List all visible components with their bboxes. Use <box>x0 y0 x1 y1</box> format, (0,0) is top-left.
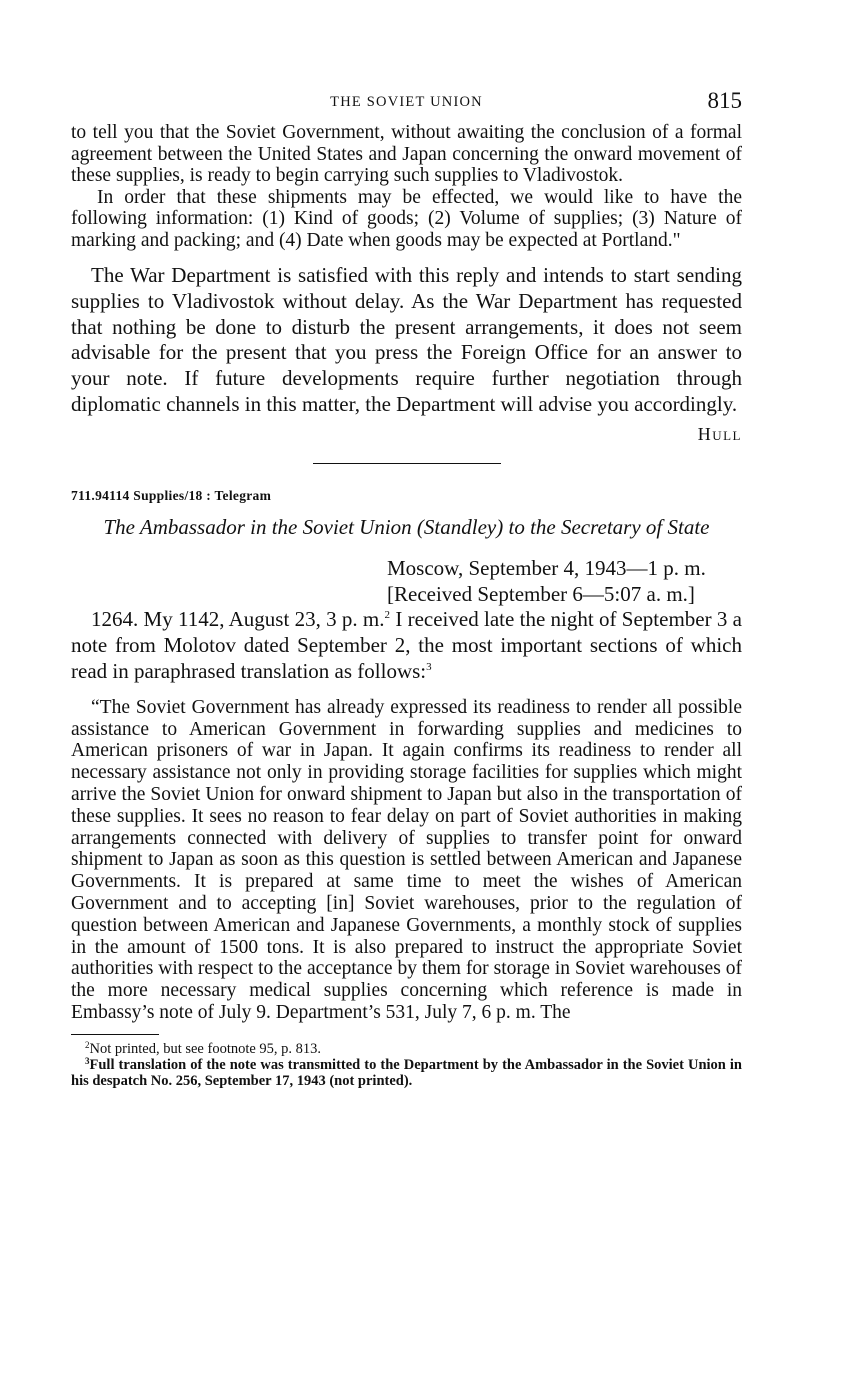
molotov-note-quote <box>71 697 742 1024</box>
document-page <box>71 86 742 1089</box>
quote-paragraph: “The Soviet Government has already expressed its readiness to render all possible assistance to American Government in forwarding supplies and medicines to American prisoners of war in Japan. It again confirms its readiness to render all necessary assistance not only in providing storage facilities for supplies which might arrive the Soviet Union for onward shipment to Japan but also in the transportation of these supplies. It sees no reason to fear delay on part of Soviet authorities in making arrangements connected with delivery of supplies to transfer point for onward shipment to Japan as soon as this question is settled between American and Japanese Governments. It is prepared at same time to meet the wishes of American Government and to accepting [in] Soviet warehouses, prior to the regulation of question between American and Japanese Governments, a monthly stock of supplies in the amount of 1500 tons. It is also prepared to instruct the appropriate Soviet authorities with respect to the acceptance by them for storage in Soviet warehouses of the more necessary medical supplies concerning which reference is made in Embassy’s note of July 9. Department’s 531, July 7, 6 p. m. The <box>71 696 742 1023</box>
body-paragraph: The War Department is satisfied with this reply and intends to start sending supplies to Vladivostok without delay. As the War Department has requested that nothing be done to disturb the present arrangements, it does not seem advisable for the present that you press the Foreign Office for an answer to your note. If future developments require further negotiation through diplomatic channels in this matter, the Department will advise you accordingly. <box>71 263 742 416</box>
continued-quote-paragraph-2: In order that these shipments may be effected, we would like to have the following information: (1) Kind of goods; (2) Volume of supplies; (3) Nature of marking and packing; and (4) Date when goods may be expected at Portland." <box>71 186 742 251</box>
page-header <box>71 86 742 122</box>
running-head: THE SOVIET UNION <box>330 94 483 110</box>
footnote-3 <box>71 1057 742 1089</box>
footnote-mark: 2 <box>85 1039 90 1050</box>
file-reference: 711.94114 Supplies/18 : Telegram <box>71 487 272 503</box>
section-divider <box>313 463 501 464</box>
footnote-mark: 3 <box>85 1055 90 1066</box>
continued-quote-paragraph-1: to tell you that the Soviet Government, without awaiting the conclusion of a formal agreement between the United States and Japan concerning the onward movement of these supplies, is ready to begin carrying such supplies to Vladivostok. <box>71 122 742 186</box>
footnote-rule <box>71 1034 159 1035</box>
footnote-text: Not printed, but see footnote 95, p. 813. <box>89 1040 322 1057</box>
dateline-sent: Moscow, September 4, 1943—1 p. m. <box>387 555 706 580</box>
dateline-received: [Received September 6—5:07 a. m.] <box>387 581 695 606</box>
dateline <box>71 556 742 608</box>
document-title: The Ambassador in the Soviet Union (Standley) to the Secretary of State <box>103 514 710 539</box>
footnote-ref-3: 3 <box>426 660 432 673</box>
footnote-ref-2: 2 <box>384 609 391 622</box>
footnote-text: Full translation of the note was transmitted to the Department by the Ambassador in the Soviet Union in his despatch No. 256, September 17, 1943 (not printed). <box>71 1056 742 1089</box>
opening-text-b: I received late the night of September 3 a note from Molotov dated September 2, the most important sections of which read in paraphrased translation as follows: <box>71 607 742 683</box>
footnote-2 <box>71 1041 742 1057</box>
signature: Hull <box>697 423 742 444</box>
telegram-opening <box>71 607 742 684</box>
page-number: 815 <box>707 88 742 113</box>
opening-text-a: 1264. My 1142, August 23, 3 p. m. <box>91 607 385 632</box>
